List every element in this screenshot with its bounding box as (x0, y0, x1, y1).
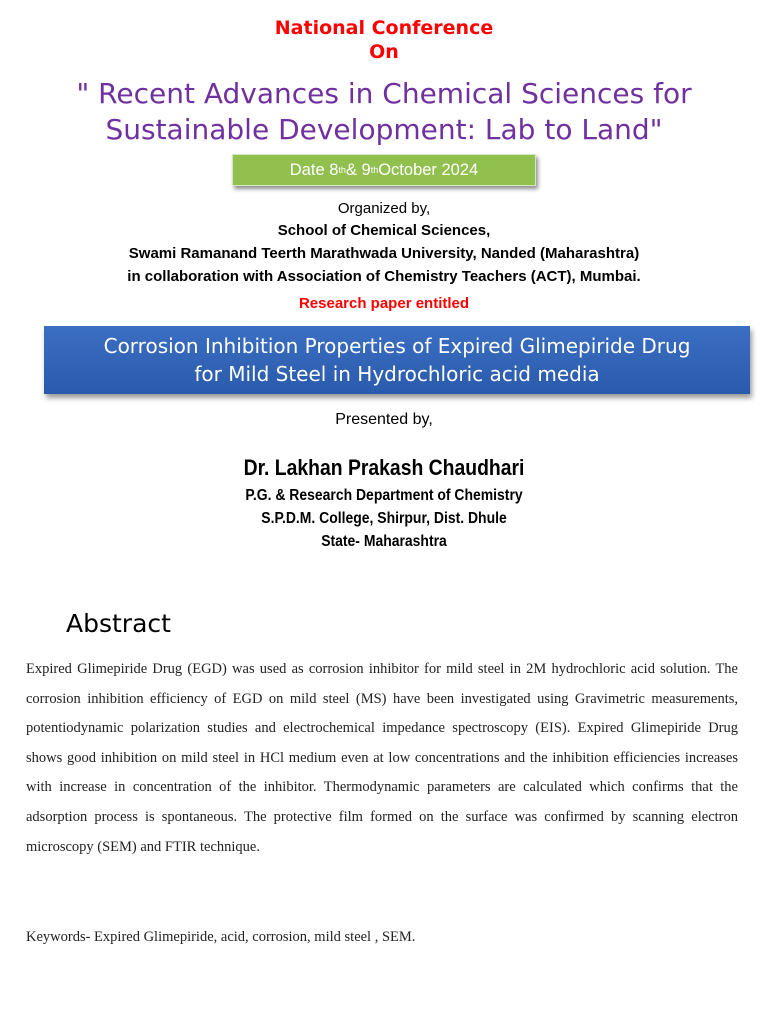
organizer-university: Swami Ramanand Teerth Marathwada University, Nanded (Maharashtra) (128, 245, 640, 262)
research-paper-label: Research paper entitled (298, 295, 470, 312)
theme-line-2: Sustainable Development: Lab to Land" (105, 113, 663, 146)
theme-line-1: " Recent Advances in Chemical Sciences for (76, 77, 692, 110)
conference-theme (0, 76, 768, 148)
keywords: Keywords- Expired Glimepiride, acid, corrosion, mild steel , SEM. (26, 929, 416, 945)
date-suffix: October 2024 (378, 160, 479, 179)
organized-by-label: Organized by, (337, 200, 431, 217)
presented-by-label: Presented by, (335, 411, 433, 428)
conference-line-2: On (369, 41, 399, 63)
abstract-body: Expired Glimepiride Drug (EGD) was used as corrosion inhibitor for mild steel in 2M hydrochloric acid solution. The corrosion inhibition efficiency of EGD on mild steel (MS) have been investigated using Gravimetric measurements, potentiodynamic polarization studies and electrochemical impedance spectroscopy (EIS). Expired Glimepiride Drug shows good inhibition on mild steel in HCl medium even at low concentrations and the inhibition efficiencies increases with increase in concentration of the inhibitor. Thermodynamic parameters are calculated which confirms that the adsorption process is spontaneous. The protective film formed on the surface was confirmed by scanning electron microscopy (SEM) and FTIR technique. (26, 661, 738, 855)
organizer-collaboration: in collaboration with Association of Chemistry Teachers (ACT), Mumbai. (127, 268, 641, 285)
author-department: P.G. & Research Department of Chemistry (245, 487, 523, 504)
conference-heading (0, 16, 768, 64)
date-mid: & 9 (345, 160, 371, 179)
organizer-school: School of Chemical Sciences, (277, 222, 491, 239)
author-state: State- Maharashtra (321, 533, 447, 550)
conference-line-1: National Conference (274, 17, 494, 39)
abstract-heading: Abstract (66, 609, 171, 638)
date-banner: Date 8 th & 9 th October 2024 (232, 154, 536, 186)
paper-title-box (44, 326, 750, 394)
date-prefix: Date 8 (289, 160, 339, 179)
paper-title-line-1: Corrosion Inhibition Properties of Expired Glimepiride Drug (103, 334, 691, 358)
paper-title-line-2: for Mild Steel in Hydrochloric acid media (194, 362, 600, 386)
author-name: Dr. Lakhan Prakash Chaudhari (243, 455, 525, 480)
author-college: S.P.D.M. College, Shirpur, Dist. Dhule (261, 510, 507, 527)
